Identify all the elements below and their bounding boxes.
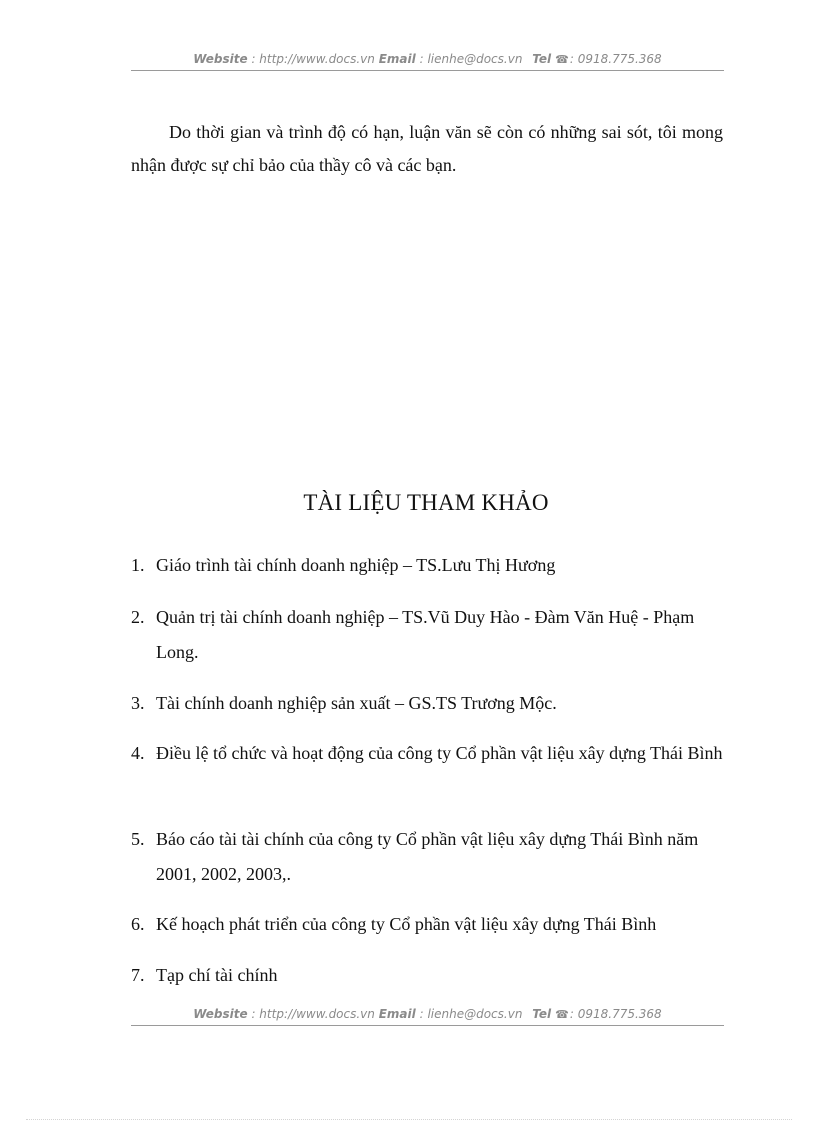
reference-text: Giáo trình tài chính doanh nghiệp – TS.Lưu Thị Hương — [156, 555, 556, 575]
reference-number: 7. — [131, 965, 145, 985]
footer-email-link[interactable]: : lienhe@docs.vn — [419, 1007, 523, 1021]
page-footer — [131, 1007, 724, 1021]
references-title: TÀI LIỆU THAM KHẢO — [303, 490, 549, 515]
reference-number: 4. — [131, 743, 145, 763]
footer-website-link[interactable]: : http://www.docs.vn — [251, 1007, 375, 1021]
page-header — [131, 52, 724, 66]
telephone-icon: ☎ — [555, 1008, 569, 1021]
reference-text: Tài chính doanh nghiệp sản xuất – GS.TS Trương Mộc. — [156, 693, 557, 713]
reference-item — [131, 958, 723, 993]
footer-tel-value: : 0918.775.368 — [569, 1007, 662, 1021]
footer-website-label: Website — [193, 1007, 248, 1021]
reference-number: 5. — [131, 829, 145, 849]
reference-item — [131, 686, 723, 721]
closing-paragraph: Do thời gian và trình độ có hạn, luận văn sẽ còn có những sai sót, tôi mong nhận được sự chỉ bảo của thầy cô và các bạn. — [131, 122, 723, 175]
reference-number: 1. — [131, 555, 145, 575]
header-divider — [131, 70, 724, 71]
footer-divider — [131, 1025, 724, 1026]
telephone-icon: ☎ — [555, 53, 569, 66]
header-tel-label: Tel — [532, 52, 552, 66]
reference-number: 6. — [131, 914, 145, 934]
header-website-link[interactable]: : http://www.docs.vn — [251, 52, 375, 66]
reference-text: Tạp chí tài chính — [156, 965, 278, 985]
header-email-label: Email — [378, 52, 416, 66]
reference-item — [131, 736, 723, 771]
footer-tel-label: Tel — [532, 1007, 552, 1021]
reference-item — [131, 600, 723, 670]
reference-text: Quản trị tài chính doanh nghiệp – TS.Vũ Duy Hào - Đàm Văn Huệ - Phạm Long. — [156, 607, 695, 662]
reference-item — [131, 822, 723, 892]
reference-number: 2. — [131, 607, 145, 627]
reference-text: Điều lệ tổ chức và hoạt động của công ty Cổ phần vật liệu xây dựng Thái Bình — [156, 743, 723, 763]
page-bottom-edge — [26, 1119, 792, 1120]
header-tel-value: : 0918.775.368 — [569, 52, 662, 66]
header-website-label: Website — [193, 52, 248, 66]
reference-text: Báo cáo tài tài chính của công ty Cổ phần vật liệu xây dựng Thái Bình năm 2001, 2002, 2003,. — [156, 829, 699, 884]
footer-email-label: Email — [378, 1007, 416, 1021]
reference-number: 3. — [131, 693, 145, 713]
reference-item — [131, 548, 723, 583]
reference-text: Kế hoạch phát triển của công ty Cổ phần vật liệu xây dựng Thái Bình — [156, 914, 657, 934]
reference-item — [131, 907, 723, 942]
header-email-link[interactable]: : lienhe@docs.vn — [419, 52, 523, 66]
